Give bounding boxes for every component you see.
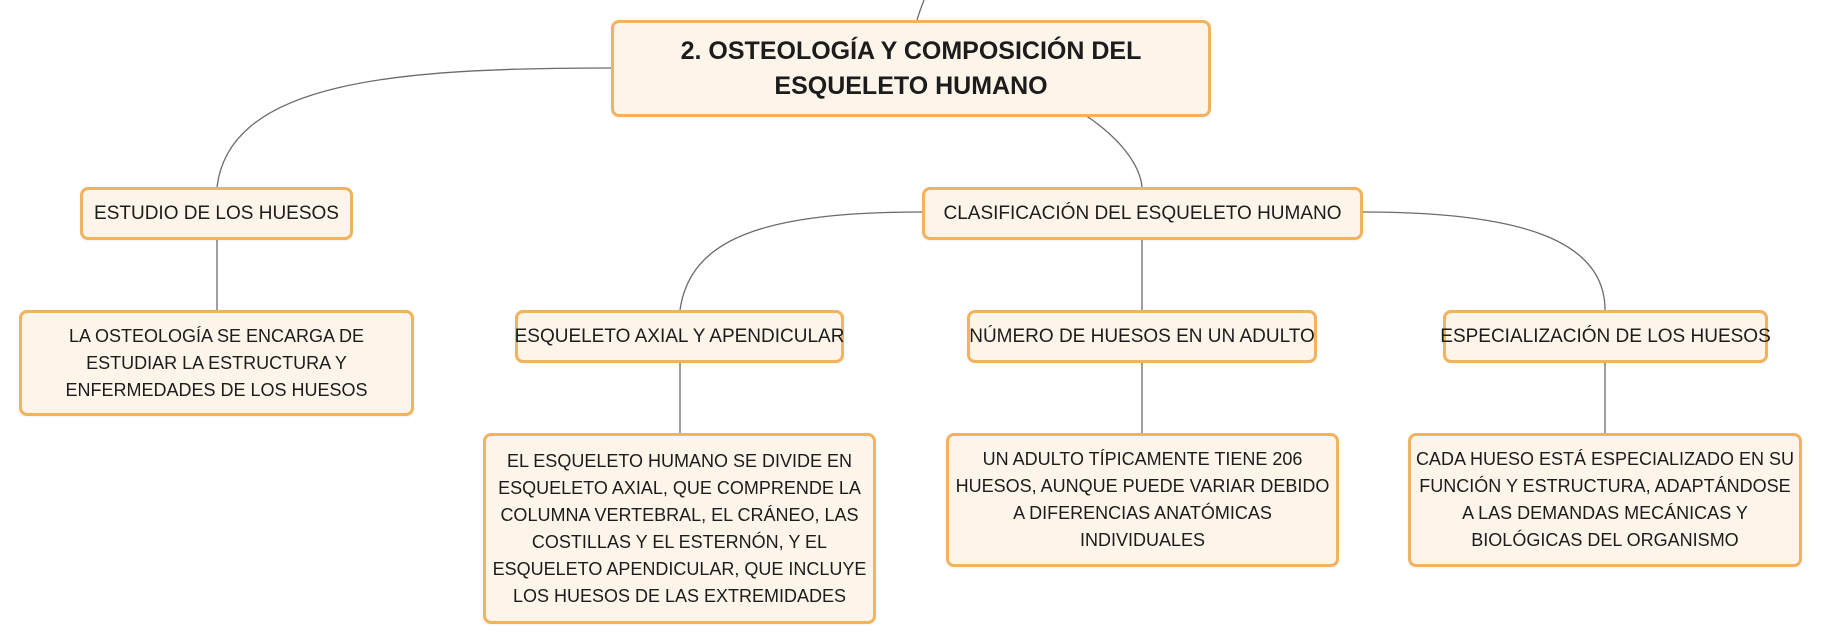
study-detail-text: LA OSTEOLOGÍA SE ENCARGA DE ESTUDIAR LA ESTRUCTURA Y ENFERMEDADES DE LOS HUESOS bbox=[65, 325, 368, 400]
specialization-topic-label: ESPECIALIZACIÓN DE LOS HUESOS bbox=[1440, 325, 1771, 347]
axial-topic-label: ESQUELETO AXIAL Y APENDICULAR bbox=[514, 325, 845, 347]
connector-classification-to-specialization bbox=[1363, 212, 1605, 310]
specialization-detail-node[interactable] bbox=[1408, 433, 1802, 567]
axial-detail-node[interactable] bbox=[483, 433, 876, 624]
axial-topic-node[interactable] bbox=[515, 310, 844, 363]
count-detail-text: UN ADULTO TÍPICAMENTE TIENE 206 HUESOS, AUNQUE PUEDE VARIAR DEBIDO A DIFERENCIAS ANATÓMICAS INDIVIDUALES bbox=[955, 449, 1330, 550]
connector-root-to-classification bbox=[1085, 115, 1142, 187]
count-detail-node[interactable] bbox=[946, 433, 1339, 567]
count-topic-label: NÚMERO DE HUESOS EN UN ADULTO bbox=[969, 325, 1315, 347]
classification-topic-node[interactable] bbox=[922, 187, 1363, 240]
specialization-topic-node[interactable] bbox=[1440, 310, 1771, 363]
study-detail-node[interactable] bbox=[19, 310, 414, 416]
root-topic-text: 2. OSTEOLOGÍA Y COMPOSICIÓN DEL ESQUELETO HUMANO bbox=[680, 36, 1142, 100]
study-topic-node[interactable] bbox=[80, 187, 353, 240]
connector-parent-to-root bbox=[917, 0, 924, 20]
classification-topic-label: CLASIFICACIÓN DEL ESQUELETO HUMANO bbox=[943, 202, 1342, 224]
connector-root-to-study bbox=[217, 68, 611, 187]
root-topic-node[interactable] bbox=[611, 20, 1211, 117]
specialization-detail-text: CADA HUESO ESTÁ ESPECIALIZADO EN SU FUNCIÓN Y ESTRUCTURA, ADAPTÁNDOSE A LAS DEMANDAS MECÁNICAS Y BIOLÓGICAS DEL ORGANISMO bbox=[1415, 449, 1795, 550]
count-topic-node[interactable] bbox=[967, 310, 1317, 363]
connector-classification-to-axial bbox=[680, 212, 922, 310]
axial-detail-text: EL ESQUELETO HUMANO SE DIVIDE EN ESQUELETO AXIAL, QUE COMPRENDE LA COLUMNA VERTEBRAL, EL CRÁNEO, LAS COSTILLAS Y EL ESTERNÓN, Y EL ESQUELETO APENDICULAR, QUE INCLUYE LOS HUESOS DE LAS EXTREMIDADES bbox=[492, 450, 867, 606]
study-topic-label: ESTUDIO DE LOS HUESOS bbox=[94, 202, 339, 224]
